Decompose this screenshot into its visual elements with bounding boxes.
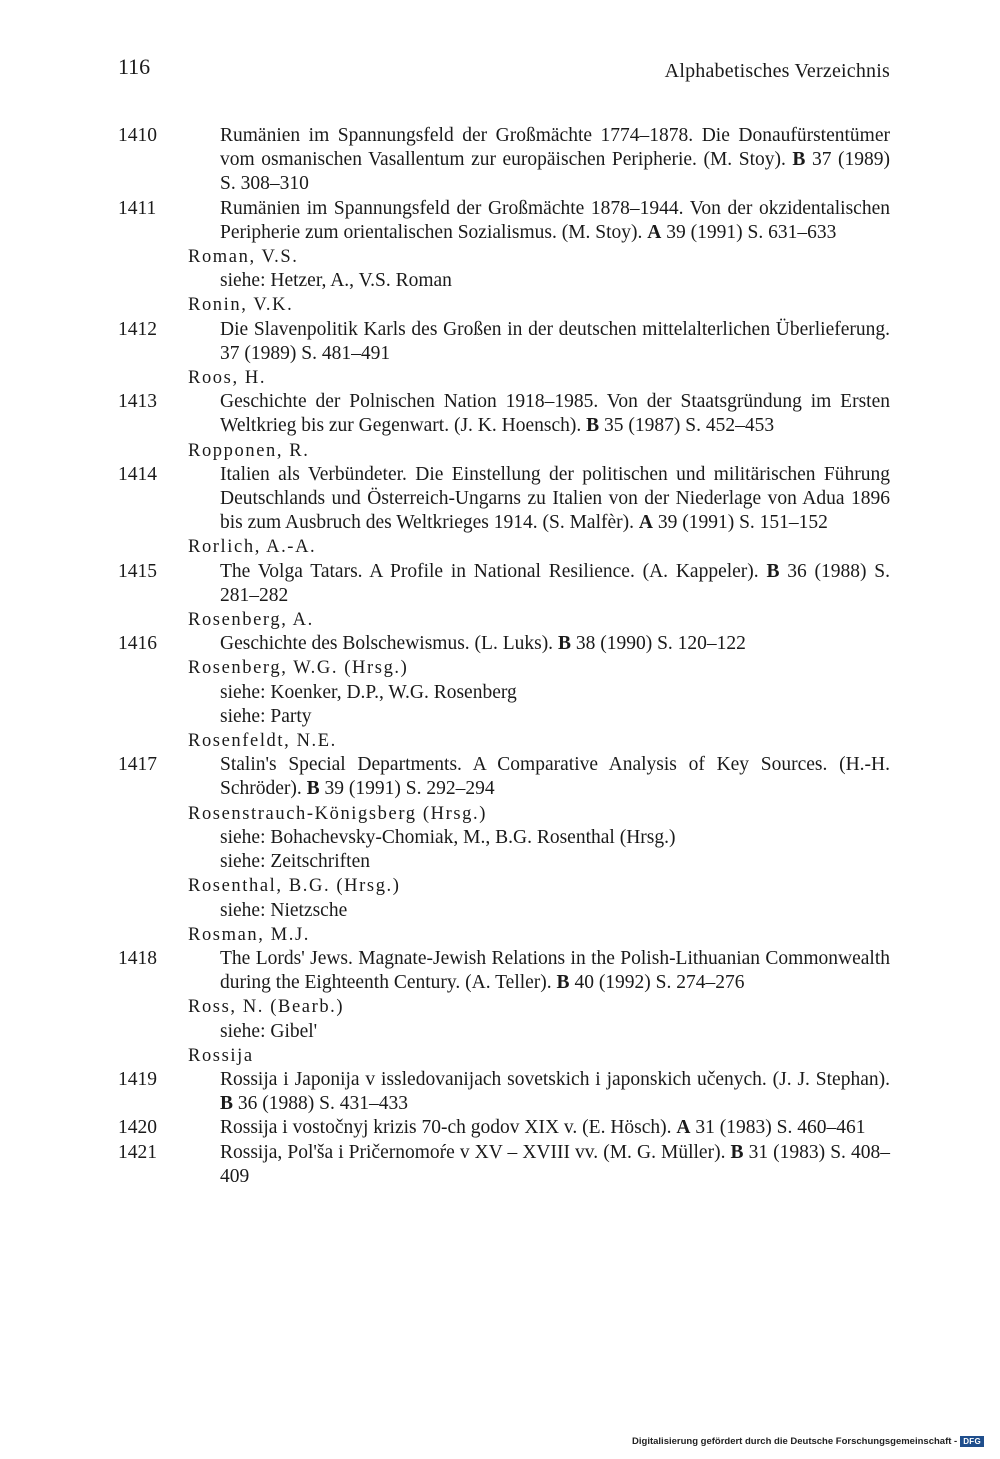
entry-text bbox=[220, 632, 890, 656]
entry-reference: 39 (1991) S. 151–152 bbox=[652, 512, 828, 534]
author-heading: Rosenberg, A. bbox=[188, 610, 314, 631]
entry-title: Die Slavenpolitik Karls des Großen in der deutschen mittelalterlichen Überlieferung. 37 (1989) S. 481–491 bbox=[220, 318, 890, 364]
entry-text bbox=[220, 560, 890, 608]
author-heading: Rosenthal, B.G. (Hrsg.) bbox=[188, 876, 401, 897]
entry-title: Rossija, Pol'ša i Pričernomoŕe v XV – XVIII vv. (M. G. Müller). bbox=[220, 1141, 731, 1163]
entry-text bbox=[220, 124, 890, 197]
entry-reference: 35 (1987) S. 452–453 bbox=[599, 415, 775, 437]
entry-number: 1416 bbox=[118, 633, 157, 655]
entry-reference: 39 (1991) S. 631–633 bbox=[661, 221, 837, 243]
author-heading: Roman, V.S. bbox=[188, 247, 299, 268]
author-heading: Rosenfeldt, N.E. bbox=[188, 731, 337, 752]
entry-reference: 38 (1990) S. 120–122 bbox=[570, 633, 746, 655]
author-heading: Rosenberg, W.G. (Hrsg.) bbox=[188, 658, 409, 679]
entry-text bbox=[220, 1116, 890, 1140]
volume-series: A bbox=[647, 221, 662, 243]
entry-title: Rossija i vostočnyj krizis 70-ch godov XIX v. (E. Hösch). bbox=[220, 1117, 677, 1139]
entry-number: 1419 bbox=[118, 1068, 157, 1090]
entry-number: 1414 bbox=[118, 463, 157, 485]
volume-series: B bbox=[220, 1093, 234, 1115]
entry-title: Geschichte des Bolschewismus. (L. Luks). bbox=[220, 633, 558, 655]
entry-reference: 31 (1983) S. 408–409 bbox=[220, 1141, 890, 1187]
see-reference: siehe: Bohachevsky-Chomiak, M., B.G. Rosenthal (Hrsg.) bbox=[220, 826, 676, 848]
entry-text bbox=[220, 1141, 890, 1189]
author-heading: Rorlich, A.-A. bbox=[188, 537, 317, 558]
volume-series: A bbox=[676, 1117, 691, 1139]
author-heading: Rosman, M.J. bbox=[188, 924, 310, 945]
entry-text bbox=[220, 318, 890, 366]
see-reference: siehe: Gibel' bbox=[220, 1020, 318, 1042]
index-entry bbox=[118, 197, 890, 245]
volume-series: B bbox=[792, 149, 806, 171]
entry-text bbox=[220, 947, 890, 995]
entry-text bbox=[220, 197, 890, 245]
entry-title: Stalin's Special Departments. A Comparative Analysis of Key Sources. (H.-H. Schröder). bbox=[220, 754, 890, 800]
author-heading: Rosenstrauch-Königsberg (Hrsg.) bbox=[188, 803, 487, 824]
entry-reference: 36 (1988) S. 431–433 bbox=[233, 1093, 408, 1115]
entry-title: Rumänien im Spannungsfeld der Großmächte 1878–1944. Von der okzidentalischen Peripherie zum orientalischen Sozialismus. (M. Stoy). bbox=[220, 197, 890, 243]
volume-series: B bbox=[557, 633, 571, 655]
see-reference: siehe: Nietzsche bbox=[220, 899, 348, 921]
index-entry bbox=[118, 1116, 890, 1140]
see-reference: siehe: Hetzer, A., V.S. Roman bbox=[220, 270, 452, 292]
entry-reference: 40 (1992) S. 274–276 bbox=[569, 972, 745, 994]
footer-text: Digitalisierung gefördert durch die Deutsche Forschungsgemeinschaft - bbox=[632, 1436, 958, 1447]
dfg-logo: DFG bbox=[960, 1436, 984, 1447]
volume-series: A bbox=[638, 512, 653, 534]
footer-credit bbox=[632, 1436, 984, 1447]
index-entry bbox=[118, 463, 890, 536]
entry-number: 1417 bbox=[118, 754, 157, 776]
index-entry bbox=[118, 947, 890, 995]
volume-series: B bbox=[306, 778, 320, 800]
entry-number: 1410 bbox=[118, 125, 157, 146]
volume-series: B bbox=[586, 415, 600, 437]
entry-text bbox=[220, 390, 890, 438]
author-heading: Ross, N. (Bearb.) bbox=[188, 997, 345, 1018]
entry-reference: 39 (1991) S. 292–294 bbox=[319, 778, 495, 800]
entry-reference: 37 (1989) S. 308–310 bbox=[220, 149, 890, 195]
entry-title: Rumänien im Spannungsfeld der Großmächte 1774–1878. Die Donaufürstentümer vom osmanischen Vasallentum zur europäischen Peripherie. (M. Stoy). bbox=[220, 125, 890, 171]
running-head: Alphabetisches Verzeichnis bbox=[664, 60, 890, 82]
index-entry bbox=[118, 560, 890, 608]
entry-text bbox=[220, 463, 890, 536]
entry-text bbox=[220, 1068, 890, 1116]
author-heading: Ropponen, R. bbox=[188, 440, 310, 461]
index-entries bbox=[118, 124, 890, 1189]
author-heading: Rossija bbox=[188, 1045, 254, 1066]
volume-series: B bbox=[766, 560, 780, 582]
entry-title: The Lords' Jews. Magnate-Jewish Relations in the Polish-Lithuanian Commonwealth during the Eighteenth Century. (A. Teller). bbox=[220, 947, 890, 994]
index-entry bbox=[118, 1068, 890, 1116]
entry-title: Italien als Verbündeter. Die Einstellung der politischen und militärischen Führung Deutschlands und Österreich-Ungarns zu Italien von der Niederlage von Adua 1896 bis zum Ausbruch des Weltkrieges 1914. (S. Malfèr). bbox=[220, 463, 890, 534]
entry-number: 1412 bbox=[118, 318, 157, 340]
author-heading: Roos, H. bbox=[188, 368, 267, 389]
entry-reference: 36 (1988) S. 281–282 bbox=[220, 560, 890, 606]
entry-number: 1413 bbox=[118, 391, 157, 413]
entry-number: 1420 bbox=[118, 1117, 157, 1139]
author-heading: Ronin, V.K. bbox=[188, 295, 294, 316]
entry-title: Rossija i Japonija v issledovanijach sovetskich i japonskich učenych. (J. J. Stephan). bbox=[220, 1068, 890, 1090]
see-reference: siehe: Zeitschriften bbox=[220, 851, 370, 873]
index-entry bbox=[118, 753, 890, 801]
index-entry bbox=[118, 632, 890, 656]
entry-title: Geschichte der Polnischen Nation 1918–1985. Von der Staatsgründung im Ersten Weltkrieg bis zur Gegenwart. (J. K. Hoensch). bbox=[220, 391, 890, 437]
entry-number: 1421 bbox=[118, 1141, 157, 1163]
volume-series: B bbox=[730, 1141, 744, 1163]
see-reference: siehe: Koenker, D.P., W.G. Rosenberg bbox=[220, 681, 517, 703]
entry-reference: 31 (1983) S. 460–461 bbox=[690, 1117, 866, 1139]
index-entry bbox=[118, 390, 890, 438]
index-entry bbox=[118, 318, 890, 366]
entry-text bbox=[220, 753, 890, 801]
entry-title: The Volga Tatars. A Profile in National Resilience. (A. Kappeler). bbox=[220, 560, 767, 582]
entry-number: 1415 bbox=[118, 560, 157, 582]
index-entry bbox=[118, 1141, 890, 1189]
entry-number: 1418 bbox=[118, 947, 157, 969]
volume-series: B bbox=[556, 972, 570, 994]
page-number: 116 bbox=[118, 54, 151, 79]
index-entry bbox=[118, 124, 890, 197]
see-reference: siehe: Party bbox=[220, 705, 312, 727]
entry-number: 1411 bbox=[118, 197, 157, 219]
